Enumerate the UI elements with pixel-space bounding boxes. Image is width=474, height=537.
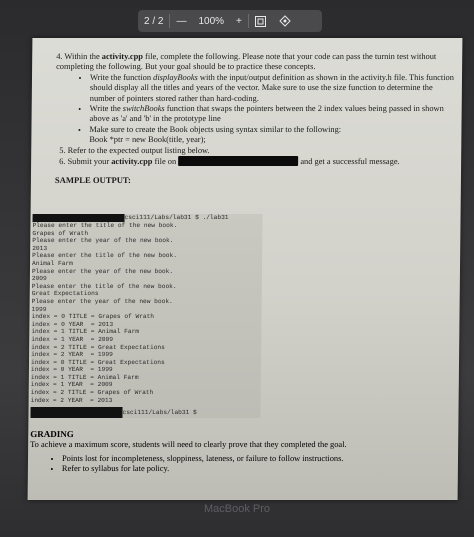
grading-bullet: • Refer to syllabus for late policy. — [62, 464, 344, 474]
terminal-line: Please enter the title of the new book. — [32, 252, 177, 260]
terminal-line: Please enter the year of the new book. — [32, 237, 174, 245]
code-snippet: Book *ptr = new Book(title, year); — [89, 135, 206, 145]
terminal-lines — [31, 222, 178, 404]
zoom-in-button[interactable]: + — [236, 15, 242, 27]
bullet-text: Write the — [89, 104, 123, 114]
terminal-line: 2009 — [31, 275, 47, 283]
terminal-line: Animal Farm — [32, 259, 73, 267]
pdf-toolbar — [138, 10, 322, 32]
terminal-line: index = 2 YEAR = 2013 — [30, 396, 113, 404]
terminal-prompt-bottom: csci111/Labs/lab31 $ — [122, 409, 197, 416]
terminal-line: Please enter the title of the new book. — [31, 282, 177, 290]
function-name: switchBooks — [122, 104, 165, 114]
terminal-line: Please enter the title of the new book. — [32, 222, 178, 229]
terminal-line: index = 1 TITLE = Animal Farm — [30, 373, 139, 381]
item6-filename: activity.cpp — [111, 157, 153, 167]
grading-text: To achieve a maximum score, students will need to clearly prove that they completed the goal. — [30, 440, 347, 449]
function-name: displayBooks — [153, 72, 198, 82]
item6-suffix: and get a successful message. — [300, 157, 400, 167]
bullet-display-books — [90, 73, 454, 104]
rotate-button[interactable] — [273, 10, 297, 32]
page-indicator: 2 / 2 — [144, 15, 164, 27]
terminal-prompt-top: csci111/Labs/lab31 $ ./lab31 — [124, 214, 229, 221]
terminal-line: index = 1 YEAR = 2009 — [30, 381, 113, 389]
item4-text: file, complete the following. Please note that your code can pass the turnin test without completing the following. But your goal should be to practice these concepts. — [56, 52, 437, 72]
grading-bullet: • Points lost for incompleteness, sloppiness, lateness, or failure to follow instructions. — [62, 454, 344, 464]
terminal-line: 2013 — [32, 244, 48, 252]
item4-prefix: 4. Within the — [56, 52, 102, 61]
terminal-line: Grapes of Wrath — [32, 229, 89, 237]
instruction-item-5: 5. Refer to the expected output listing below. — [59, 145, 210, 155]
bullet-text: Write the function — [89, 72, 154, 82]
pdf-page — [28, 38, 463, 500]
fit-page-button[interactable] — [249, 10, 273, 32]
item6-mid: file on — [152, 157, 177, 167]
terminal-line: index = 2 YEAR = 1999 — [31, 351, 113, 359]
sample-output-heading: SAMPLE OUTPUT: — [54, 175, 131, 186]
page-content — [55, 52, 454, 186]
item6-prefix: 6. Submit your — [59, 157, 112, 167]
grading-bullets — [28, 454, 344, 475]
item4-filename: activity.cpp — [101, 52, 144, 61]
instruction-item-6 — [55, 156, 453, 167]
bullet-text: Make sure to create the Book objects using syntax similar to the following: — [89, 124, 342, 134]
zoom-out-button[interactable]: — — [176, 15, 187, 27]
redaction-bar — [30, 407, 122, 418]
fit-page-icon — [255, 15, 267, 27]
grading-heading: GRADING — [30, 429, 74, 439]
terminal-line: index = 0 YEAR = 1999 — [30, 366, 113, 374]
terminal-line: index = 2 TITLE = Great Expectations — [31, 343, 165, 351]
terminal-line: Great Expectations — [31, 290, 99, 298]
instruction-item-4 — [56, 52, 454, 73]
terminal-line: index = 0 TITLE = Great Expectations — [30, 358, 165, 366]
bullet-create-books — [89, 125, 453, 146]
terminal-line: index = 1 TITLE = Animal Farm — [31, 328, 140, 336]
terminal-line: Please enter the year of the new book. — [31, 267, 174, 275]
terminal-line: Please enter the year of the new book. — [31, 297, 173, 305]
terminal-line: index = 0 TITLE = Grapes of Wrath — [31, 313, 155, 321]
instruction-bullets — [55, 73, 454, 146]
device-label: MacBook Pro — [203, 503, 271, 515]
terminal-line: index = 2 TITLE = Grapes of Wrath — [30, 389, 154, 397]
terminal-line: index = 1 YEAR = 2009 — [31, 335, 114, 343]
zoom-level: 100% — [198, 15, 225, 27]
terminal-line: index = 0 YEAR = 2013 — [31, 320, 114, 328]
rotate-icon — [279, 15, 291, 27]
redaction-bar — [178, 156, 298, 166]
bullet-switch-books — [90, 104, 454, 125]
terminal-output-image — [30, 214, 262, 418]
terminal-line: 1999 — [31, 305, 47, 313]
redaction-bar — [32, 214, 124, 222]
bullet-text: with the input/output definition as shown in the activity.h file. This function should display all the titles and years of the vector. Make sure to use the size function to determine the number of pointers stored rather than hard-coding. — [89, 72, 454, 103]
bullet-text: function that swaps the pointers between the 2 index values being passed in shown above as 'a' and 'b' in the prototype line — [89, 104, 444, 124]
